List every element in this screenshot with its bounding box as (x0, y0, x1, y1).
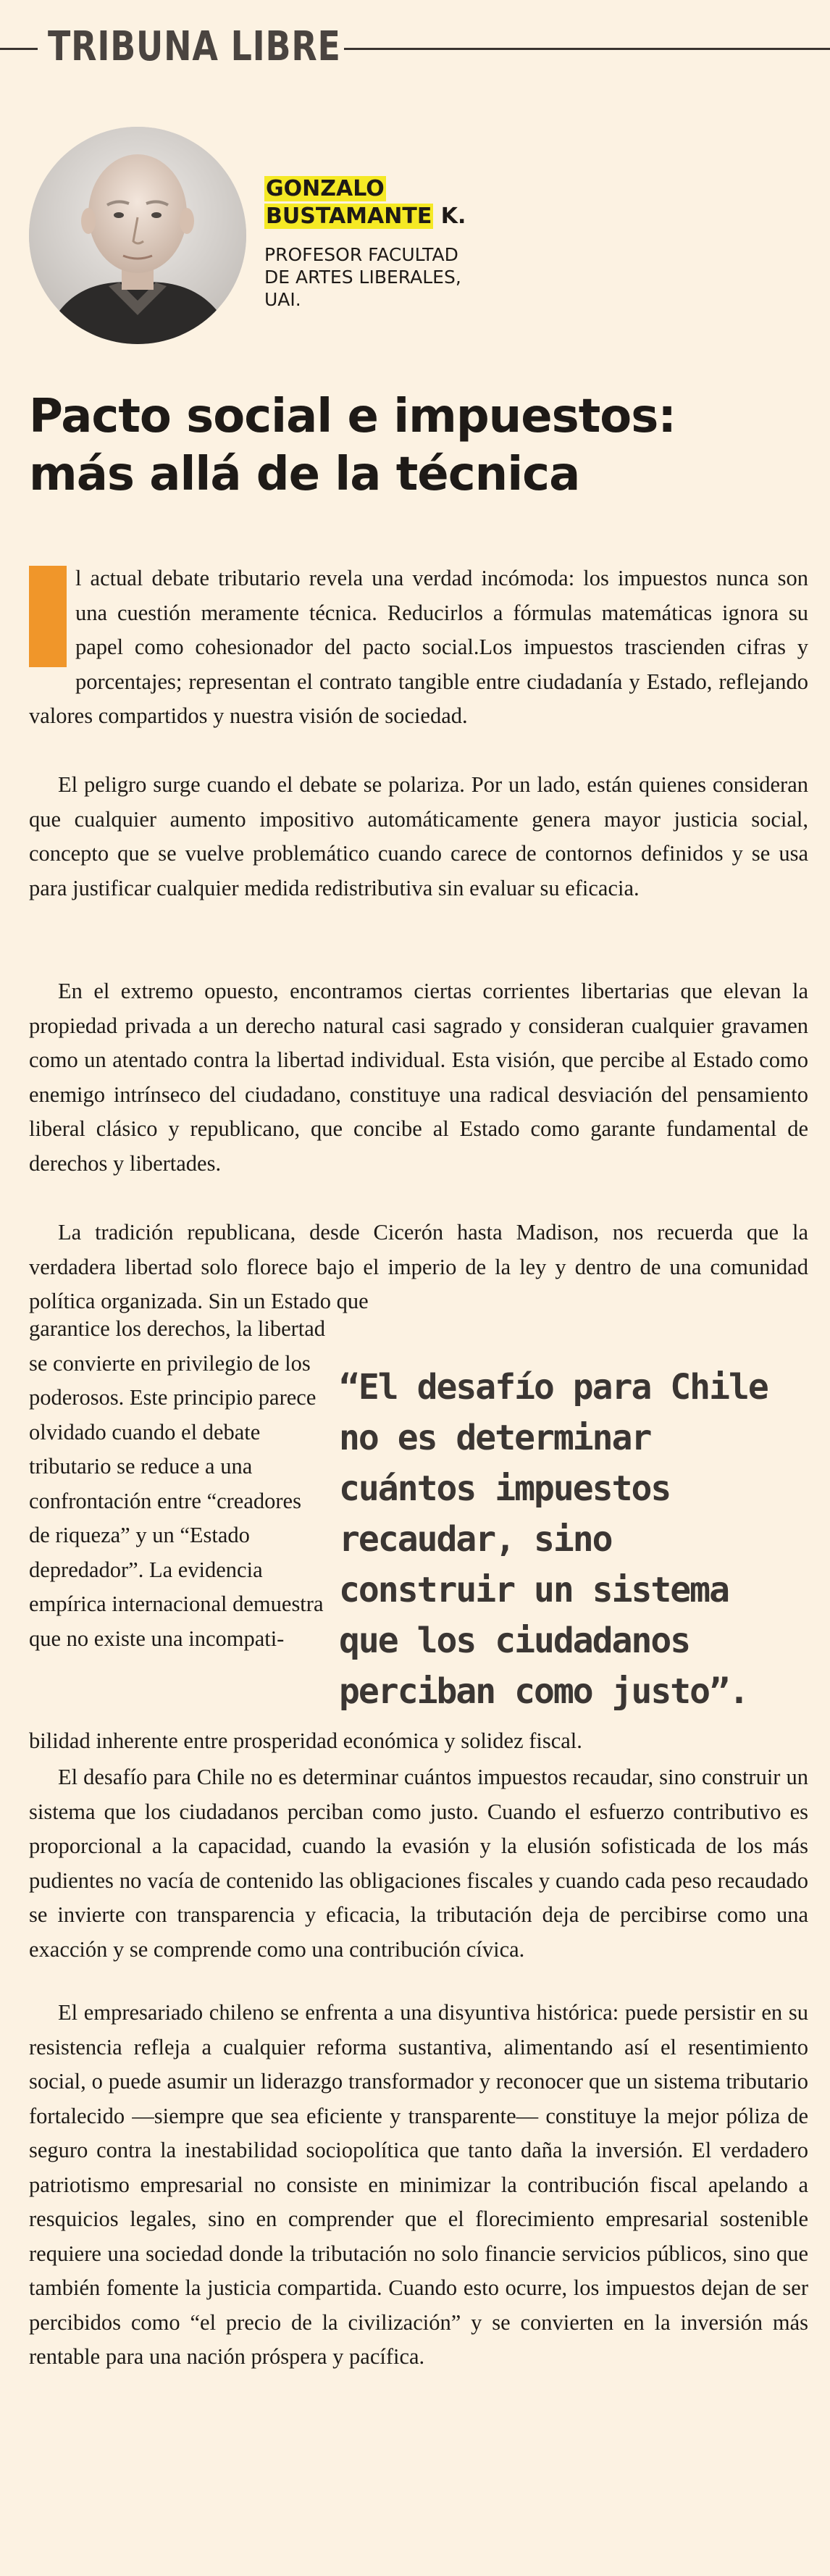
paragraph-2 (29, 768, 808, 906)
author-role-line: PROFESOR FACULTAD (264, 244, 458, 265)
paragraph-5 (29, 1760, 808, 1967)
section-header (0, 22, 830, 72)
article-headline (29, 388, 811, 503)
paragraph-1-text: l actual debate tributario revela una verdad incómoda: los impuestos nunca son una cuestión meramente técnica. Reducirlos a fórmulas matemáticas ignora su papel como cohesionador del pacto social.Los impuestos trascienden cifras y porcentajes; representan el contrato tangible entre ciudadanía y Estado, reflejando valores compartidos y nuestra visión de sociedad. (29, 566, 808, 728)
paragraph-3-text: En el extremo opuesto, encontramos ciertas corrientes libertarias que elevan la propiedad privada a un derecho natural casi sagrado y consideran cualquier gravamen como un atentado contra la libertad individual. Esta visión, que percibe al Estado como enemigo intrínseco del ciudadano, constituye una radical desviación del pensamiento liberal clásico y republicano, que concibe al Estado como garante fundamental de derechos y libertades. (29, 979, 808, 1176)
pull-quote: “El desafío para Chile no es determinar cuántos impuestos recaudar, sino construir un sistema que los ciudadanos perciban como justo”. (339, 1367, 768, 1712)
author-name (264, 175, 466, 230)
paragraph-2-text: El peligro surge cuando el debate se polariza. Por un lado, están quienes consideran que cualquier aumento impositivo automáticamente genera mayor justicia social, concepto que se vuelve problemático cuando carece de contornos definidos y se usa para justificar cualquier medida redistributiva sin evaluar su eficacia. (29, 772, 808, 900)
paragraph-3 (29, 974, 808, 1181)
paragraph-1 (29, 561, 808, 734)
author-role-line: UAI. (264, 289, 301, 310)
paragraph-4-narrow-column (29, 1312, 326, 1656)
author-role (264, 243, 503, 311)
header-rule-left (0, 48, 38, 50)
paragraph-4-text-full: La tradición republicana, desde Cicerón hasta Madison, nos recuerda que la verdadera libertad solo florece bajo el imperio de la ley y dentro de una comunidad política organizada. Sin un Estado que (29, 1220, 808, 1313)
paragraph-4-end (29, 1724, 808, 1759)
paragraph-5-text: El desafío para Chile no es determinar cuántos impuestos recaudar, sino construir un sistema que los ciudadanos perciban como justo. Cuando el esfuerzo contributivo es proporcional a la capacidad, cuando la evasión y la elusión sofisticada de los más pudientes no vacía de contenido las obligaciones fiscales y cuando cada peso recaudado se invierte con transparencia y eficacia, la tributación deja de percibirse como una exacción y se comprende como una contribución cívica. (29, 1765, 808, 1962)
author-first-name: GONZALO (266, 176, 385, 201)
paragraph-6 (29, 1996, 808, 2375)
author-initial: K. (433, 204, 466, 229)
header-rule-right (344, 48, 830, 50)
portrait-photo-icon (29, 127, 246, 344)
section-title: TRIBUNA LIBRE (48, 23, 341, 70)
dropcap-block (29, 566, 67, 667)
paragraph-4-text-tail: bilidad inherente entre prosperidad económica y solidez fiscal. (29, 1728, 582, 1753)
headline-line: más allá de la técnica (29, 448, 580, 501)
headline-line: Pacto social e impuestos: (29, 390, 676, 443)
paragraph-4-text-narrow: garantice los derechos, la libertad se convierte en privilegio de los poderosos. Este principio parece olvidado cuando el debate tributario se reduce a una confrontación entre “creadores de riqueza” y un “Estado depredador”. La evidencia empírica internacional demuestra que no existe una incompati- (29, 1316, 326, 1651)
author-photo (29, 127, 246, 344)
author-last-name: BUSTAMANTE (266, 204, 432, 229)
author-role-line: DE ARTES LIBERALES, (264, 267, 461, 288)
paragraph-4-start (29, 1216, 808, 1319)
paragraph-6-text: El empresariado chileno se enfrenta a una disyuntiva histórica: puede persistir en su resistencia refleja a cualquier reforma sustantiva, alimentando así el resentimiento social, o puede asumir un liderazgo transformador y reconocer que un sistema tributario fortalecido —siempre que sea eficiente y transparente— constituye la mejor póliza de seguro contra la inestabilidad sociopolítica que tanto daña la inversión. El verdadero patriotismo empresarial no consiste en minimizar la contribución fiscal apelando a resquicios legales, sino en comprender que el florecimiento empresarial sostenible requiere una sociedad donde la tributación no solo financie servicios públicos, sino que también fomente la justicia compartida. Cuando esto ocurre, los impuestos dejan de ser percibidos como “el precio de la civilización” y se convierten en la inversión más rentable para una nación próspera y pacífica. (29, 2000, 808, 2369)
